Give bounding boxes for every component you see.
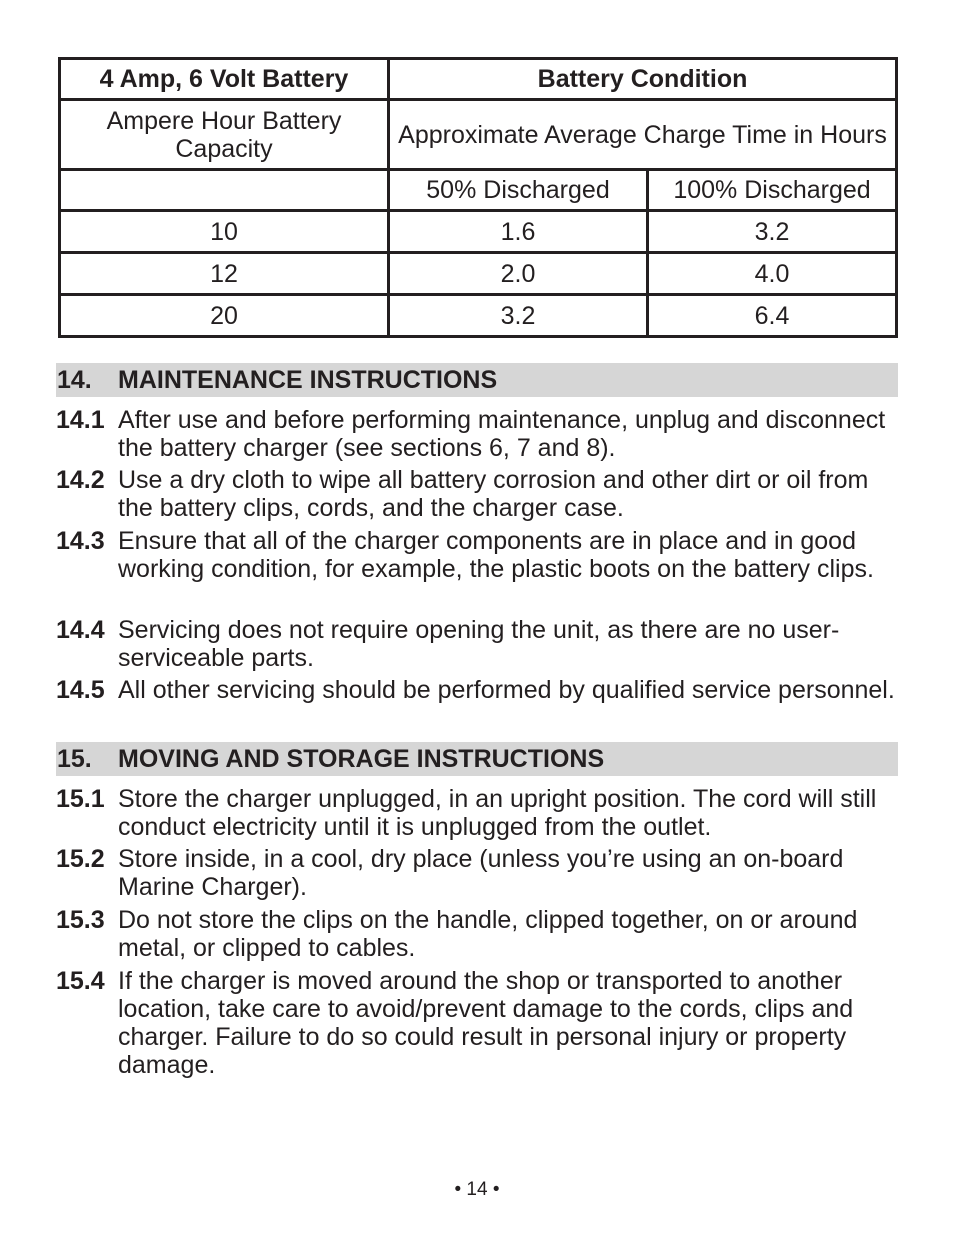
table-subheader-50: 50% Discharged bbox=[389, 170, 648, 211]
table-row bbox=[60, 253, 897, 295]
table-cell-half: 1.6 bbox=[389, 211, 648, 253]
item-text: All other servicing should be performed by qualified service personnel. bbox=[118, 676, 895, 704]
item-14-2 bbox=[56, 466, 898, 522]
item-number: 14.2 bbox=[56, 466, 105, 494]
section-14-title: MAINTENANCE INSTRUCTIONS bbox=[118, 366, 498, 394]
table-header-condition: Battery Condition bbox=[389, 59, 897, 100]
item-14-5 bbox=[56, 676, 898, 704]
item-14-1 bbox=[56, 406, 898, 462]
table-cell-full: 3.2 bbox=[648, 211, 897, 253]
table-empty-cell bbox=[60, 170, 389, 211]
table-subheader-charge-time: Approximate Average Charge Time in Hours bbox=[389, 100, 897, 170]
item-14-3 bbox=[56, 527, 898, 583]
table-cell-capacity: 12 bbox=[60, 253, 389, 295]
section-14-number: 14. bbox=[57, 366, 92, 394]
item-number: 14.1 bbox=[56, 406, 105, 434]
item-number: 15.2 bbox=[56, 845, 105, 873]
table-subheader2-row bbox=[60, 170, 897, 211]
table-cell-capacity: 20 bbox=[60, 295, 389, 337]
item-number: 15.3 bbox=[56, 906, 105, 934]
item-number: 15.4 bbox=[56, 967, 105, 995]
item-15-3 bbox=[56, 906, 898, 962]
table-cell-half: 2.0 bbox=[389, 253, 648, 295]
charge-time-table bbox=[58, 57, 898, 338]
item-number: 15.1 bbox=[56, 785, 105, 813]
item-text: Servicing does not require opening the unit, as there are no user-serviceable parts. bbox=[118, 616, 840, 672]
table-header-row bbox=[60, 59, 897, 100]
section-15-number: 15. bbox=[57, 745, 92, 773]
table-subheader-100: 100% Discharged bbox=[648, 170, 897, 211]
item-text: Do not store the clips on the handle, clipped together, on or around metal, or clipped to cables. bbox=[118, 906, 858, 962]
table-cell-full: 4.0 bbox=[648, 253, 897, 295]
section-14-header bbox=[56, 363, 898, 397]
table-subheader-capacity: Ampere Hour Battery Capacity bbox=[60, 100, 389, 170]
item-text: Use a dry cloth to wipe all battery corrosion and other dirt or oil from the battery clips, cords, and the charger case. bbox=[118, 466, 869, 522]
item-text: Store the charger unplugged, in an upright position. The cord will still conduct electricity until it is unplugged from the outlet. bbox=[118, 785, 877, 841]
table-row bbox=[60, 211, 897, 253]
item-text: After use and before performing maintenance, unplug and disconnect the battery charger (see sections 6, 7 and 8). bbox=[118, 406, 886, 462]
table-subheader-row bbox=[60, 100, 897, 170]
section-15-header bbox=[56, 742, 898, 776]
section-15-title: MOVING AND STORAGE INSTRUCTIONS bbox=[118, 745, 605, 773]
item-14-4 bbox=[56, 616, 898, 672]
table-cell-half: 3.2 bbox=[389, 295, 648, 337]
item-15-1 bbox=[56, 785, 898, 841]
table-header-battery: 4 Amp, 6 Volt Battery bbox=[60, 59, 389, 100]
item-text: Ensure that all of the charger components are in place and in good working condition, for example, the plastic boots on the battery clips. bbox=[118, 527, 874, 583]
item-number: 14.5 bbox=[56, 676, 105, 704]
item-number: 14.3 bbox=[56, 527, 105, 555]
item-text: Store inside, in a cool, dry place (unless you’re using an on-board Marine Charger). bbox=[118, 845, 844, 901]
item-15-2 bbox=[56, 845, 898, 901]
item-number: 14.4 bbox=[56, 616, 105, 644]
table-cell-capacity: 10 bbox=[60, 211, 389, 253]
item-text: If the charger is moved around the shop or transported to another location, take care to avoid/prevent damage to the cords, clips and charger. Failure to do so could result in personal injury or property damage. bbox=[118, 967, 854, 1079]
table-cell-full: 6.4 bbox=[648, 295, 897, 337]
table-row bbox=[60, 295, 897, 337]
item-15-4 bbox=[56, 967, 898, 1079]
page-number: • 14 • bbox=[454, 1179, 500, 1200]
